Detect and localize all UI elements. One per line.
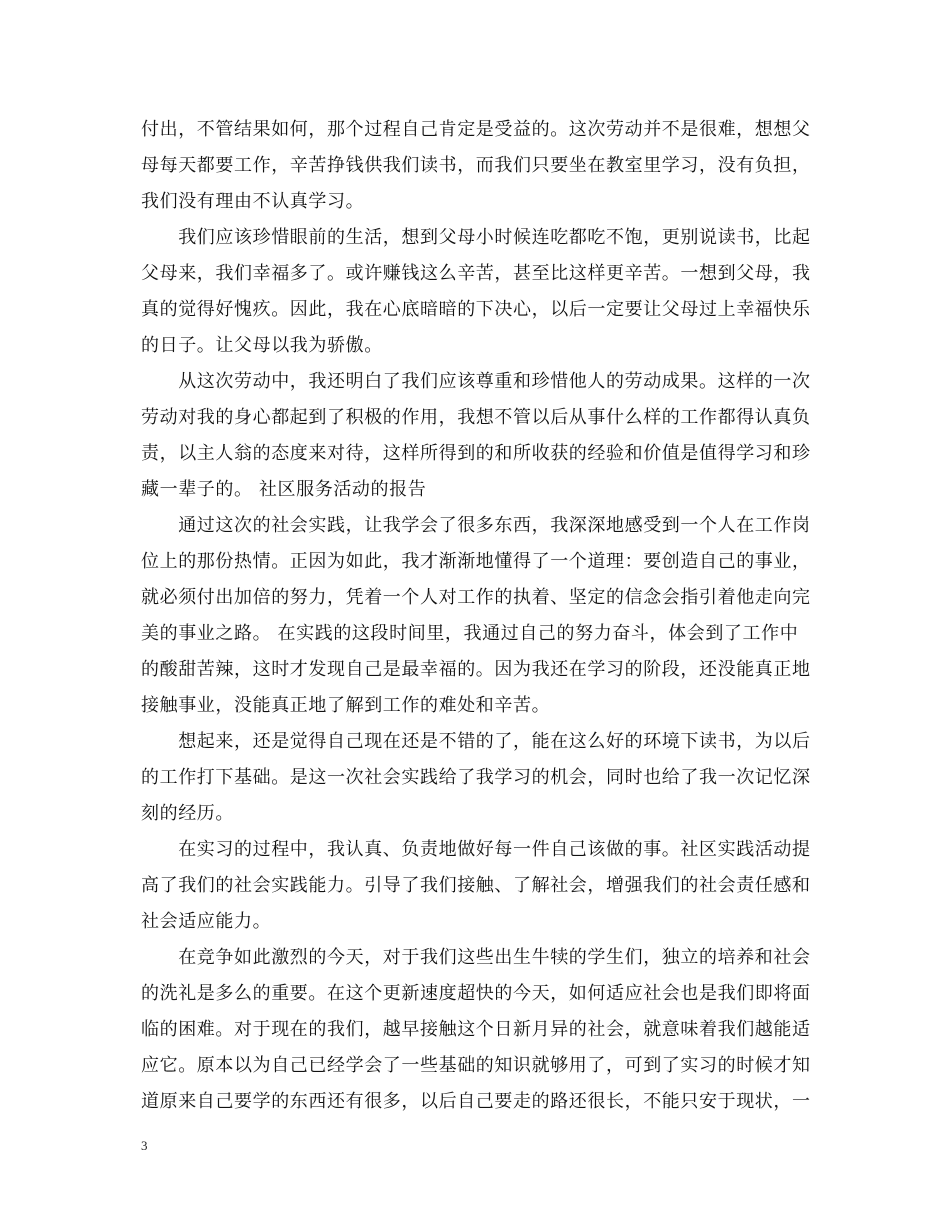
text-line: 从这次劳动中，我还明白了我们应该尊重和珍惜他人的劳动成果。这样的一次 bbox=[141, 371, 811, 392]
text-line: 的洗礼是多么的重要。在这个更新速度超快的今天，如何适应社会也是我们即将面 bbox=[141, 983, 811, 1004]
text-line: 应它。原本以为自己已经学会了一些基础的知识就够用了，可到了实习的时候才知 bbox=[141, 1055, 811, 1076]
text-line: 的工作打下基础。是这一次社会实践给了我学习的机会，同时也给了我一次记忆深 bbox=[141, 767, 811, 788]
text-line: 刻的经历。 bbox=[141, 803, 234, 824]
text-line: 我们没有理由不认真学习。 bbox=[141, 191, 365, 212]
text-line: 劳动对我的身心都起到了积极的作用，我想不管以后从事什么样的工作都得认真负 bbox=[141, 407, 811, 428]
text-line: 美的事业之路。 在实践的这段时间里，我通过自己的努力奋斗，体会到了工作中 bbox=[141, 623, 799, 644]
text-line: 的日子。让父母以我为骄傲。 bbox=[141, 335, 383, 356]
text-line: 藏一辈子的。 社区服务活动的报告 bbox=[141, 479, 427, 500]
text-line: 母每天都要工作，辛苦挣钱供我们读书，而我们只要坐在教室里学习，没有负担， bbox=[141, 155, 811, 176]
text-line: 责，以主人翁的态度来对待，这样所得到的和所收获的经验和价值是值得学习和珍 bbox=[141, 443, 811, 464]
text-line: 在竞争如此激烈的今天，对于我们这些出生牛犊的学生们，独立的培养和社会 bbox=[141, 947, 811, 968]
text-line: 我们应该珍惜眼前的生活，想到父母小时候连吃都吃不饱，更别说读书，比起 bbox=[141, 227, 811, 248]
text-line: 社会适应能力。 bbox=[141, 911, 272, 932]
text-line: 真的觉得好愧疚。因此，我在心底暗暗的下决心，以后一定要让父母过上幸福快乐 bbox=[141, 299, 811, 320]
text-line: 临的困难。对于现在的我们，越早接触这个日新月异的社会，就意味着我们越能适 bbox=[141, 1019, 811, 1040]
text-line: 高了我们的社会实践能力。引导了我们接触、了解社会，增强我们的社会责任感和 bbox=[141, 875, 811, 896]
text-line: 道原来自己要学的东西还有很多，以后自己要走的路还很长，不能只安于现状，一 bbox=[141, 1091, 811, 1112]
text-line: 在实习的过程中，我认真、负责地做好每一件自己该做的事。社区实践活动提 bbox=[141, 839, 811, 860]
text-line: 付出，不管结果如何，那个过程自己肯定是受益的。这次劳动并不是很难，想想父 bbox=[141, 119, 811, 140]
text-line: 位上的那份热情。正因为如此，我才渐渐地懂得了一个道理：要创造自己的事业， bbox=[141, 551, 811, 572]
text-line: 的酸甜苦辣，这时才发现自己是最幸福的。因为我还在学习的阶段，还没能真正地 bbox=[141, 659, 811, 680]
text-line: 想起来，还是觉得自己现在还是不错的了，能在这么好的环境下读书，为以后 bbox=[141, 731, 811, 752]
text-line: 通过这次的社会实践，让我学会了很多东西，我深深地感受到一个人在工作岗 bbox=[141, 515, 811, 536]
text-line: 接触事业，没能真正地了解到工作的难处和辛苦。 bbox=[141, 695, 551, 716]
page-number: 3 bbox=[141, 1138, 148, 1153]
text-line: 父母来，我们幸福多了。或许赚钱这么辛苦，甚至比这样更辛苦。一想到父母，我 bbox=[141, 263, 811, 284]
text-line: 就必须付出加倍的努力，凭着一个人对工作的执着、坚定的信念会指引着他走向完 bbox=[141, 587, 811, 608]
